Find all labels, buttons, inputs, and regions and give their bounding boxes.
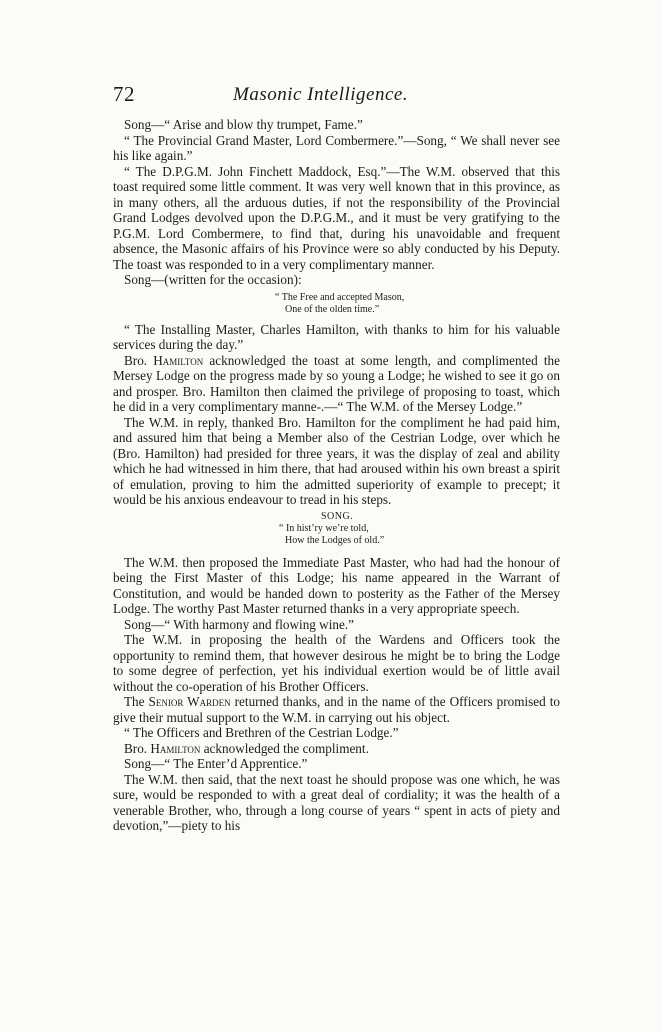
- paragraph-rest: returned thanks, and in the name of the Officers promised to give their mutual support to the W.M. in carrying out his object.: [113, 694, 560, 725]
- verse-line: How the Lodges of old.”: [285, 534, 385, 546]
- body-text: [113, 117, 560, 834]
- paragraph: “ The Officers and Brethren of the Cestrian Lodge.”: [124, 725, 399, 740]
- paragraph: Song—(written for the occasion):: [124, 272, 302, 287]
- paragraph: The W.M. then proposed the Immediate Past Master, who had had the honour of being the First Master of this Lodge; his name appeared in the Warrant of Constitution, and would be handed down to posterity as the Father of the Mersey Lodge. The worthy Past Master returned thanks in a very appropriate speech.: [113, 554, 560, 616]
- paragraph: [113, 694, 560, 725]
- paragraph: “ The Provincial Grand Master, Lord Combermere.”—Song, “ We shall never see his like again.”: [113, 132, 560, 163]
- verse-line: “ The Free and accepted Mason,: [275, 291, 405, 303]
- paragraph: “ The Installing Master, Charles Hamilton, with thanks to him for his valuable services during the day.”: [113, 321, 560, 352]
- paragraph: [113, 741, 560, 757]
- paragraph-lead: The: [124, 694, 149, 709]
- paragraph-lead: Bro.: [124, 740, 151, 756]
- paragraph: Song—“ Arise and blow thy trumpet, Fame.”: [124, 117, 363, 132]
- running-head: Masonic Intelligence.: [233, 84, 409, 105]
- paragraph: The W.M. in proposing the health of the Wardens and Officers took the opportunity to remind them, that however desirous he might be to bring the Lodge to some degree of perfection, yet his individual exertion would be of little avail without the co-operation of his Brother Officers.: [113, 632, 560, 694]
- small-caps-name: Hamilton: [150, 740, 201, 756]
- paragraph: The W.M. in reply, thanked Bro. Hamilton for the compliment he had paid him, and assured him that being a Member also of the Cestrian Lodge, over which he (Bro. Hamilton) had presided for three years, it was the display of zeal and ability which he had witnessed in him there, that had aroused within his own breast a spirit of emulation, proving to him the admitted superiority of example to precept; it would be his anxious endeavour to tread in his steps.: [113, 414, 560, 507]
- paragraph-lead: Bro.: [124, 352, 154, 368]
- page-number: 72: [113, 82, 135, 106]
- song-verse: [113, 511, 560, 547]
- song-title: SONG.: [321, 510, 354, 522]
- paragraph: Song—“ With harmony and flowing wine.”: [124, 616, 354, 632]
- paragraph: [113, 353, 560, 415]
- paragraph: The W.M. then said, that the next toast he should propose was one which, he was sure, would be responded to with a great deal of cordiality; it was the health of a venerable Brother, who, through a long course of years “ spent in acts of piety and devotion,”—piety to his: [113, 771, 560, 833]
- small-caps-name: Senior Warden: [148, 694, 231, 709]
- small-caps-name: Hamilton: [153, 352, 204, 368]
- paragraph-rest: acknowledged the toast at some length, and complimented the Mersey Lodge on the progress made by so young a Lodge; he wished to see it go on and prosper. Bro. Hamilton then claimed the privilege of proposing to toast, which he did in a very complimentary manne-.—“ The W.M. of the Mersey Lodge.”: [113, 352, 561, 414]
- paragraph-rest: acknowledged the compliment.: [200, 740, 369, 756]
- verse-line: One of the olden time.”: [285, 303, 380, 315]
- verse-line: “ In hist’ry we’re told,: [279, 522, 369, 534]
- paragraph: Song—“ The Enter’d Apprentice.”: [124, 756, 308, 771]
- paragraph: “ The D.P.G.M. John Finchett Maddock, Esq.”—The W.M. observed that this toast required some little comment. It was very well known that in this province, as in many others, all the arduous duties, if not the responsibility of the Provincial Grand Lodges devolved upon the D.P.G.M., and it must be very gratifying to the P.G.M. Lord Combermere, to find that, during his unavoidable and frequent absence, the Masonic affairs of his Province were so ably conducted by his Deputy. The toast was responded to in a very complimentary manner.: [113, 163, 560, 272]
- song-verse: [113, 292, 560, 316]
- page-header: [113, 82, 553, 106]
